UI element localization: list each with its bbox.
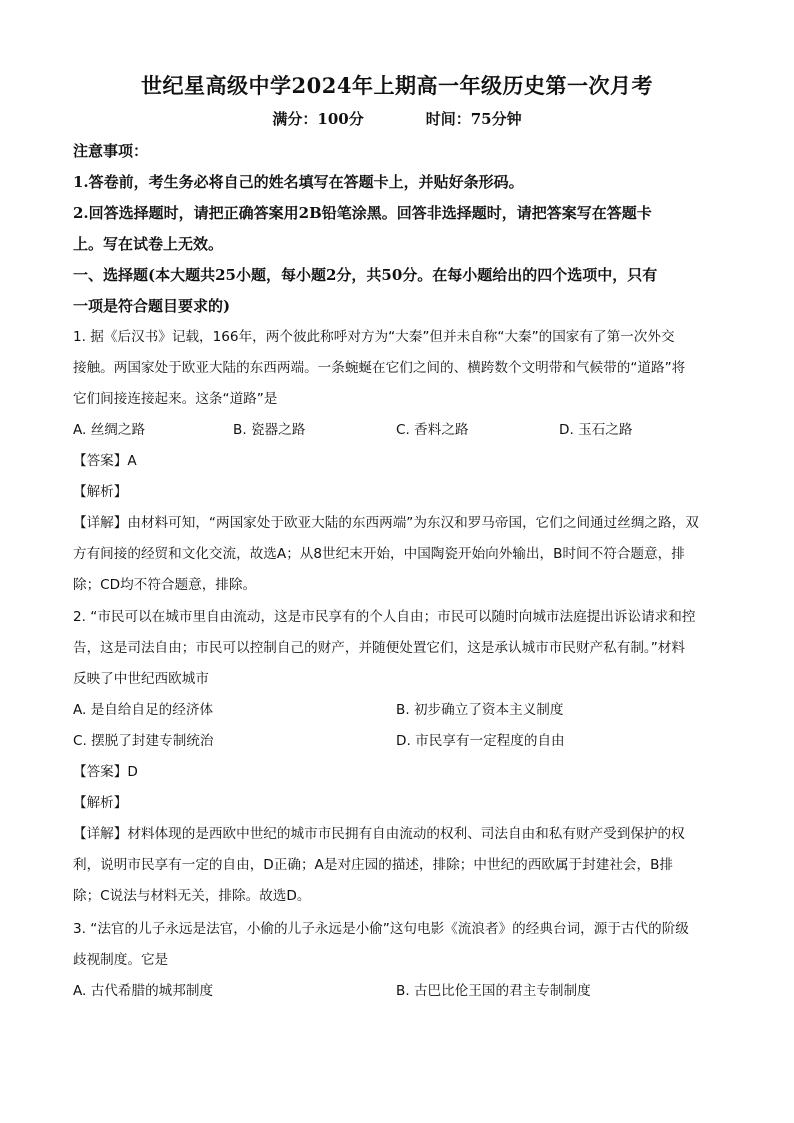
- detail-line: 方有间接的经贸和文化交流，故选A；从8世纪末开始，中国陶瓷开始向外输出，B时间不符合题意，排: [73, 546, 685, 562]
- full-score: 满分：100分: [272, 110, 364, 128]
- analysis-tag: 【解析】: [73, 795, 128, 811]
- detail-line: 除；C说法与材料无关，排除。故选D。: [73, 888, 311, 904]
- question-stem: 告，这是司法自由；市民可以控制自己的财产，并随便处置它们，这是承认城市市民财产私有制。”材料: [73, 640, 685, 656]
- answer-line: [73, 757, 723, 788]
- question-stem: 歧视制度。它是: [73, 952, 169, 968]
- note-item-2-line-2: 上。写在试卷上无效。: [73, 235, 224, 253]
- option-a: A. 是自给自足的经济体: [73, 702, 214, 718]
- answer-tag: 【答案】: [73, 764, 128, 780]
- exam-time: 时间：75分钟: [425, 110, 522, 128]
- option-b: B. 古巴比伦王国的君主专制制度: [396, 983, 591, 999]
- detail-tag: 【详解】: [73, 515, 128, 531]
- detail-line: [73, 819, 723, 850]
- detail-line: 利，说明市民享有一定的自由，D正确；A是对庄园的描述，排除；中世纪的西欧属于封建社会，B排: [73, 857, 674, 873]
- question-stem: 2. “市民可以在城市里自由流动，这是市民享有的个人自由；市民可以随时向城市法庭提出诉讼请求和控: [73, 609, 696, 625]
- option-b: B. 初步确立了资本主义制度: [396, 702, 564, 718]
- option-a: A. 丝绸之路: [73, 422, 146, 438]
- answer-tag: 【答案】: [73, 453, 128, 469]
- options-row: [73, 695, 723, 726]
- options-row: [73, 976, 723, 1007]
- question-3: [73, 914, 723, 1007]
- answer-value: A: [127, 453, 137, 469]
- option-c: C. 香料之路: [396, 422, 469, 438]
- notes-heading: 注意事项：: [73, 142, 149, 160]
- notes-section: [73, 136, 723, 322]
- option-d: D. 玉石之路: [559, 422, 633, 438]
- question-2: [73, 602, 723, 912]
- option-a: A. 古代希腊的城邦制度: [73, 983, 214, 999]
- analysis-tag: 【解析】: [73, 484, 128, 500]
- exam-meta: [0, 108, 794, 129]
- section-heading-line-2: 一项是符合题目要求的): [73, 297, 231, 315]
- question-stem: 3. “法官的儿子永远是法官，小偷的儿子永远是小偷”这句电影《流浪者》的经典台词，源于古代的阶级: [73, 921, 689, 937]
- detail-text: 材料体现的是西欧中世纪的城市市民拥有自由流动的权利、司法自由和私有财产受到保护的权: [127, 826, 685, 842]
- question-stem: 1. 据《后汉书》记载，166年，两个彼此称呼对方为“大秦”但并未自称“大秦”的国家有了第一次外交: [73, 329, 675, 345]
- note-item-1: 1.答卷前，考生务必将自己的姓名填写在答题卡上，并贴好条形码。: [73, 173, 524, 191]
- answer-line: [73, 446, 723, 477]
- detail-line: [73, 508, 723, 539]
- option-d: D. 市民享有一定程度的自由: [396, 733, 565, 749]
- option-b: B. 瓷器之路: [233, 422, 306, 438]
- detail-text: 由材料可知，“两国家处于欧亚大陆的东西两端”为东汉和罗马帝国，它们之间通过丝绸之路，双: [127, 515, 699, 531]
- question-stem: 接触。两国家处于欧亚大陆的东西两端。一条蜿蜒在它们之间的、横跨数个文明带和气候带的“道路”将: [73, 360, 686, 376]
- option-c: C. 摆脱了封建专制统治: [73, 733, 214, 749]
- section-heading-line-1: 一、选择题(本大题共25小题，每小题2分，共50分。在每小题给出的四个选项中，只有: [73, 266, 658, 284]
- answer-value: D: [127, 764, 138, 780]
- question-stem: 它们间接连接起来。这条“道路”是: [73, 391, 278, 407]
- question-stem: 反映了中世纪西欧城市: [73, 671, 209, 687]
- detail-line: 除；CD均不符合题意，排除。: [73, 577, 257, 593]
- question-1: [73, 322, 723, 601]
- detail-tag: 【详解】: [73, 826, 128, 842]
- options-row: [73, 726, 723, 757]
- options-row: [73, 415, 723, 446]
- note-item-2-line-1: 2.回答选择题时，请把正确答案用2B铅笔涂黑。回答非选择题时，请把答案写在答题卡: [73, 204, 652, 222]
- exam-title: 世纪星高级中学2024年上期高一年级历史第一次月考: [141, 73, 653, 98]
